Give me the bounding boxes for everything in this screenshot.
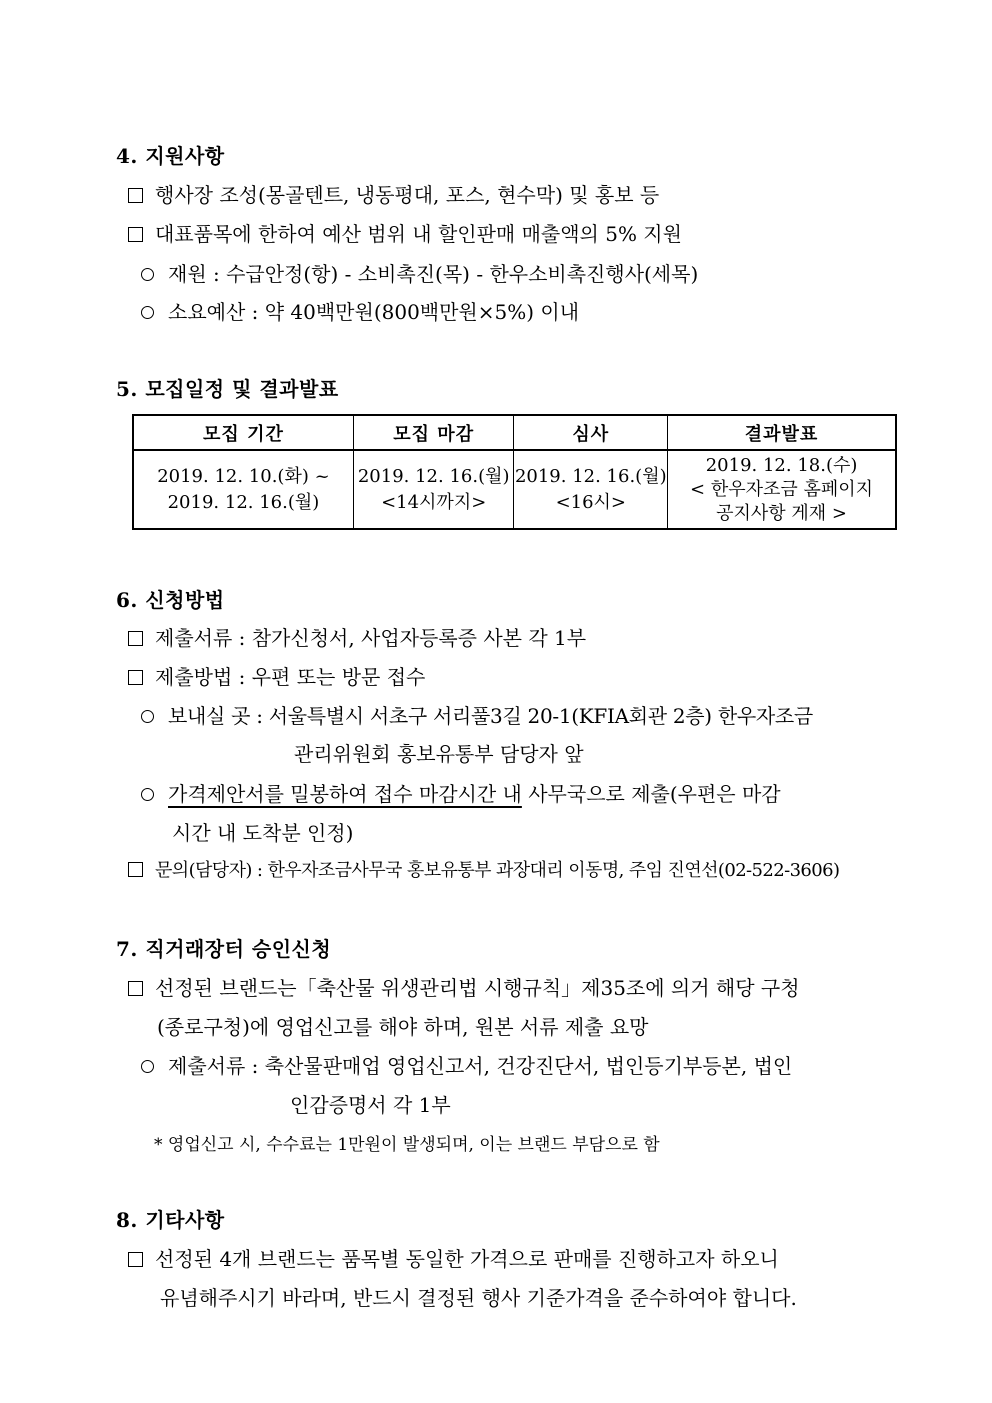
s6-circle-2-underlined: 가격제안서를 밀봉하여 접수 마감시간 내 <box>168 782 522 806</box>
square-bullet-icon <box>128 227 143 242</box>
s8-bullet-1-cont: 유념해주시기 바라며, 반드시 결정된 행사 기준가격을 준수하여야 합니다. <box>160 1286 797 1310</box>
table-header: 결과발표 <box>668 415 896 450</box>
cell-line: 2019. 12. 18.(수) <box>705 454 858 476</box>
s7-circle-1-cont: 인감증명서 각 1부 <box>290 1093 451 1117</box>
table-cell-recruit-period <box>133 450 353 529</box>
cell-line: 2019. 12. 16.(월) <box>514 465 667 487</box>
s7-note: * 영업신고 시, 수수료는 1만원이 발생되며, 이는 브랜드 부담으로 함 <box>154 1135 660 1155</box>
s4-bullet-1-text: 행사장 조성(몽골텐트, 냉동평대, 포스, 현수막) 및 홍보 등 <box>155 183 660 207</box>
circle-bullet-icon <box>141 1060 154 1073</box>
s6-bullet-2-text: 제출방법 : 우편 또는 방문 접수 <box>155 665 426 689</box>
s7-circle-1 <box>141 1050 792 1079</box>
cell-line: 2019. 12. 16.(월) <box>357 465 510 487</box>
circle-bullet-icon <box>141 306 154 319</box>
s4-bullet-2 <box>128 218 682 247</box>
table-cell-deadline <box>353 450 514 529</box>
s6-bullet-1-text: 제출서류 : 참가신청서, 사업자등록증 사본 각 1부 <box>155 626 587 650</box>
s8-bullet-1-text: 선정된 4개 브랜드는 품목별 동일한 가격으로 판매를 진행하고자 하오니 <box>155 1247 779 1271</box>
cell-line: 공지사항 게재 > <box>716 502 847 524</box>
square-bullet-icon <box>128 981 143 996</box>
s6-bullet-2 <box>128 661 425 690</box>
table-cell-announcement <box>668 450 896 529</box>
cell-line: < 한우자조금 홈페이지 <box>690 478 874 500</box>
section-8-heading: 8. 기타사항 <box>116 1208 225 1232</box>
s4-bullet-1 <box>128 179 659 208</box>
square-bullet-icon <box>128 862 143 877</box>
circle-bullet-icon <box>141 710 154 723</box>
s7-bullet-1-cont: (종로구청)에 영업신고를 해야 하며, 원본 서류 제출 요망 <box>157 1015 649 1039</box>
table-header: 모집 마감 <box>353 415 514 450</box>
cell-line: 2019. 12. 16.(월) <box>167 491 320 513</box>
section-4-heading: 4. 지원사항 <box>116 144 225 168</box>
table-header: 심사 <box>514 415 668 450</box>
square-bullet-icon <box>128 670 143 685</box>
s6-circle-2-cont: 시간 내 도착분 인정) <box>172 821 354 845</box>
circle-bullet-icon <box>141 788 154 801</box>
s6-circle-1-text: 보내실 곳 : 서울특별시 서초구 서리풀3길 20-1(KFIA회관 2층) 한우자조금 <box>168 704 813 728</box>
s8-bullet-1 <box>128 1243 779 1272</box>
square-bullet-icon <box>128 631 143 646</box>
cell-line: 2019. 12. 10.(화) ~ <box>157 465 330 487</box>
s7-bullet-1-text: 선정된 브랜드는「축산물 위생관리법 시행규칙」제35조에 의거 해당 구청 <box>155 976 800 1000</box>
table-cell-review <box>514 450 668 529</box>
s4-circle-1-text: 재원 : 수급안정(항) - 소비촉진(목) - 한우소비촉진행사(세목) <box>168 262 699 286</box>
table-header: 모집 기간 <box>133 415 353 450</box>
s7-bullet-1 <box>128 972 800 1001</box>
cell-line: <16시> <box>555 491 627 513</box>
circle-bullet-icon <box>141 268 154 281</box>
square-bullet-icon <box>128 1252 143 1267</box>
s6-circle-2 <box>141 778 781 807</box>
s6-bullet-3 <box>128 856 839 882</box>
cell-line: <14시까지> <box>381 491 487 513</box>
s4-circle-1 <box>141 258 698 287</box>
s6-bullet-1 <box>128 622 586 651</box>
section-7-heading: 7. 직거래장터 승인신청 <box>116 937 332 961</box>
s6-circle-2-rest: 사무국으로 제출(우편은 마감 <box>521 782 781 806</box>
schedule-table <box>132 414 897 530</box>
s7-circle-1-text: 제출서류 : 축산물판매업 영업신고서, 건강진단서, 법인등기부등본, 법인 <box>168 1054 793 1078</box>
s6-circle-1-cont: 관리위원회 홍보유통부 담당자 앞 <box>294 742 584 766</box>
s4-bullet-2-text: 대표품목에 한하여 예산 범위 내 할인판매 매출액의 5% 지원 <box>155 222 682 246</box>
table-header-row <box>133 415 896 450</box>
s6-circle-1 <box>141 700 813 729</box>
s4-circle-2 <box>141 296 579 325</box>
section-5-heading: 5. 모집일정 및 결과발표 <box>116 377 339 401</box>
table-row <box>133 450 896 529</box>
section-6-heading: 6. 신청방법 <box>116 588 225 612</box>
s6-bullet-3-text: 문의(담당자) : 한우자조금사무국 홍보유통부 과장대리 이동명, 주임 진연선(02-522-3606) <box>155 860 840 881</box>
s4-circle-2-text: 소요예산 : 약 40백만원(800백만원×5%) 이내 <box>168 300 580 324</box>
square-bullet-icon <box>128 188 143 203</box>
